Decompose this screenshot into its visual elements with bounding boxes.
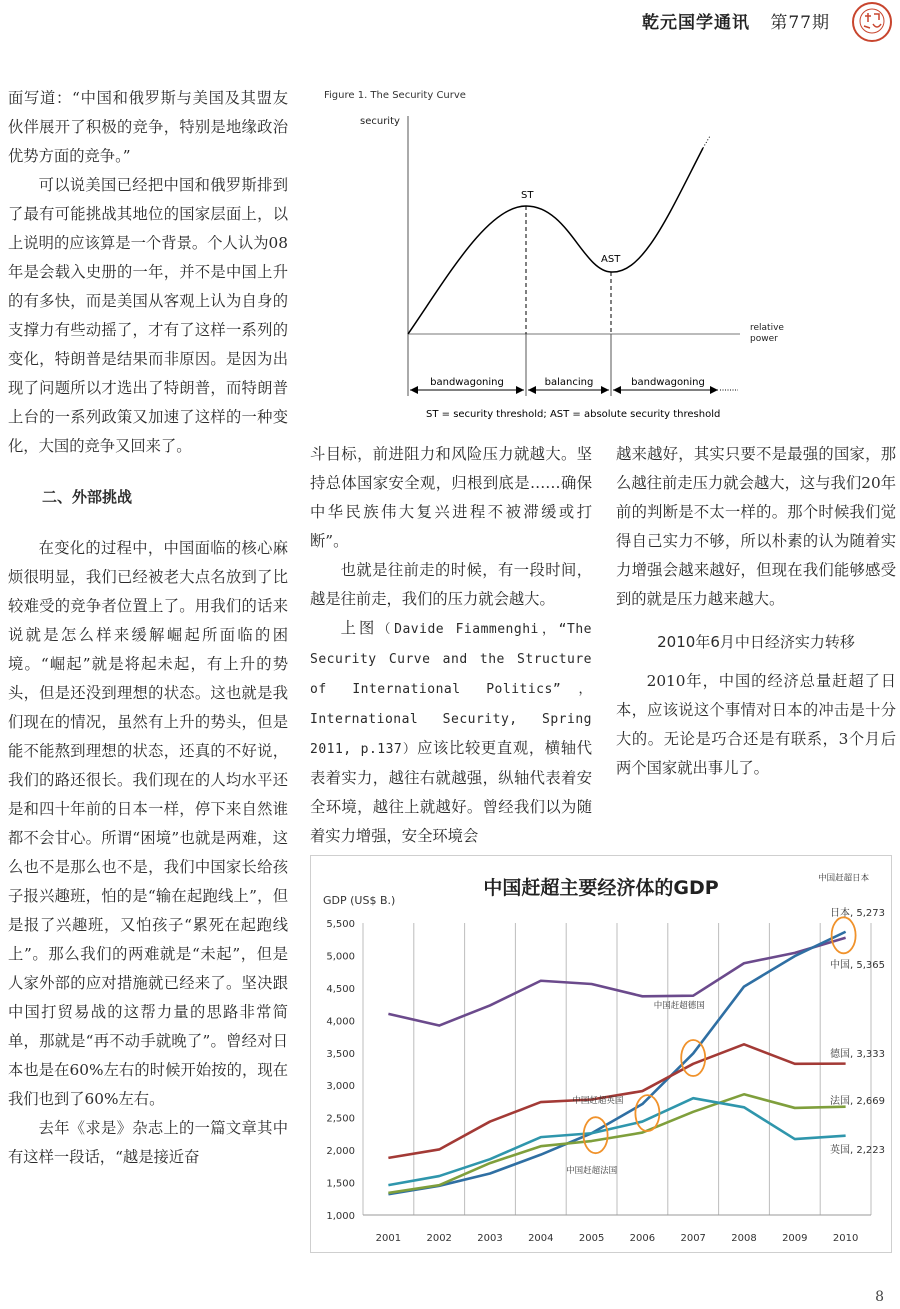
y-tick-label: 2,000	[326, 1146, 355, 1158]
y-tick-label: 5,500	[326, 919, 355, 930]
x-tick-label: 2006	[629, 1233, 656, 1244]
security-curve-diagram	[318, 86, 784, 431]
x-tick-label: 2007	[680, 1233, 706, 1244]
x-tick-label: 2004	[528, 1233, 554, 1244]
y-tick-label: 4,500	[326, 983, 355, 995]
paragraph: 也就是往前走的时候，有一段时间，越是往前走，我们的压力就会越大。	[310, 561, 592, 608]
curve-continuation	[703, 136, 710, 148]
y-axis-label: security	[360, 116, 400, 127]
seal-logo	[852, 2, 892, 42]
paragraph: 可以说美国已经把中国和俄罗斯排到了最有可能挑战其地位的国家层面上，以上说明的应该算是一个背景。个人认为08年是会载入史册的一年，并不是中国上升的有多快，而是美国从客观上认为自身的支撑力有些动摇了，才有了这样一系列的变化，特朗普是结果而非原因。是因为出现了问题所以才选出了特朗普，而特朗普上台的一系列政策又加速了这样的一种变化，大国的竞争又回来了。	[8, 176, 288, 455]
paragraph: 斗目标，前进阻力和风险压力就越大。坚持总体国家安全观，归根到底是……确保中华民族伟大复兴进程不被滞缓或打断”。	[310, 445, 592, 550]
issue-number: 第77期	[770, 13, 830, 33]
ast-label: AST	[601, 254, 621, 265]
x-tick-label: 2009	[782, 1233, 808, 1244]
x-tick-label: 2002	[426, 1233, 452, 1244]
middle-column	[310, 440, 592, 851]
x-tick-label: 2005	[578, 1233, 605, 1244]
zone-2-label: balancing	[544, 377, 594, 388]
paragraph	[310, 614, 592, 851]
y-tick-label: 4,000	[326, 1016, 355, 1028]
left-column	[8, 84, 288, 1172]
annotation-label: 中国赶超德国	[653, 1000, 705, 1011]
section-heading: 二、外部挑战	[42, 488, 133, 506]
y-axis-label: GDP (US$ B.)	[323, 894, 396, 907]
y-tick-label: 1,000	[326, 1211, 355, 1222]
annotation-label: 中国赶超日本	[818, 873, 870, 884]
x-tick-label: 2003	[477, 1233, 503, 1244]
gdp-line-chart	[311, 856, 891, 1252]
paragraph-lead: 上图	[340, 619, 378, 637]
right-column	[616, 440, 896, 783]
figure-title: Figure 1. The Security Curve	[324, 90, 466, 101]
citation: （Davide Fiammenghi，“The Security Curve and the Structure of International Politics”，International Security, Spring 2011, p.137）	[310, 622, 592, 757]
zone-1-label: bandwagoning	[430, 377, 504, 388]
st-label: ST	[521, 190, 534, 201]
highlight-circle	[681, 1040, 705, 1076]
chart-title: 中国赶超主要经济体的GDP	[483, 877, 719, 899]
paragraph: 越来越好，其实只要不是最强的国家，那么越往前走压力就会越大，这与我们20年前的判断是不太一样的。那个时候我们觉得自己实力不够，所以朴素的认为随着实力增强会越来越好，但现在我们能够感受到的就是压力越来越大。	[616, 445, 896, 608]
paragraph-text: 应该比较更直观，横轴代表着实力，越往右就越强，纵轴代表着安全环境，越往上就越好。曾经我们以为随着实力增强，安全环境会	[310, 739, 592, 845]
page-number: 8	[875, 1289, 884, 1305]
x-tick-label: 2001	[375, 1233, 402, 1244]
y-tick-label: 5,000	[326, 951, 355, 963]
magazine-title: 乾元国学通讯	[641, 13, 750, 33]
page-header	[642, 8, 830, 33]
security-curve-figure	[318, 86, 784, 431]
series-end-label: 日本, 5,273	[830, 908, 885, 919]
x-tick-label: 2010	[832, 1233, 859, 1244]
y-tick-label: 1,500	[326, 1178, 355, 1190]
annotation-label: 中国赶超法国	[566, 1166, 618, 1177]
x-axis-label-2: power	[750, 334, 778, 344]
y-tick-label: 3,000	[326, 1081, 355, 1093]
gdp-chart-figure	[310, 855, 892, 1253]
figure-caption: ST = security threshold; AST = absolute security threshold	[426, 409, 721, 420]
paragraph: 在变化的过程中，中国面临的核心麻烦很明显，我们已经被老大点名放到了比较难受的竞争者位置上了。用我们的话来说就是怎么样来缓解崛起所面临的困境。“崛起”就是将起未起，有上升的势头，但是还没到理想的状态。这也就是我们现在的情况，虽然有上升的势头，但是能不能熬到理想的状态，还真的不好说，我们的路还很长。我们现在的人均水平还是和四十年前的日本一样，停下来自然谁都不会甘心。所谓“困境”也就是两难，这么也不是那么也不是，我们中国家长给孩子报兴趣班，怕的是“输在起跑线上”，但是报了兴趣班，又怕孩子“累死在起跑线上”。那么我们的两难就是“未起”，但是人家外部的应对措施就已经来了。坚决跟中国打贸易战的这帮力量的思路非常简单，那就是“再不动手就晚了”。曾经对日本也是在60%左右的时候开始按的，现在我们也到了60%左右。	[8, 539, 288, 1108]
y-tick-label: 3,500	[326, 1048, 355, 1060]
x-tick-label: 2008	[731, 1233, 757, 1244]
paragraph: 2010年，中国的经济总量赶超了日本，应该说这个事情对日本的冲击是十分大的。无论是巧合还是有联系，3个月后两个国家就出事儿了。	[616, 672, 896, 777]
section-heading: 2010年6月中日经济实力转移	[657, 633, 855, 651]
series-end-label: 德国, 3,333	[830, 1049, 885, 1060]
security-curve	[408, 148, 703, 334]
x-axis-label-1: relative	[750, 323, 784, 333]
paragraph: 面写道：“中国和俄罗斯与美国及其盟友伙伴展开了积极的竞争，特别是地缘政治优势方面的竞争。”	[8, 89, 288, 165]
zone-3-label: bandwagoning	[631, 377, 705, 388]
paragraph: 去年《求是》杂志上的一篇文章其中有这样一段话，“越是接近奋	[8, 1119, 288, 1166]
series-end-label: 法国, 2,669	[830, 1096, 885, 1107]
series-end-label: 中国, 5,365	[830, 960, 885, 971]
series-end-label: 英国, 2,223	[830, 1145, 885, 1156]
seal-icon	[857, 6, 887, 39]
annotation-label: 中国赶超英国	[572, 1096, 624, 1107]
y-tick-label: 2,500	[326, 1113, 355, 1125]
